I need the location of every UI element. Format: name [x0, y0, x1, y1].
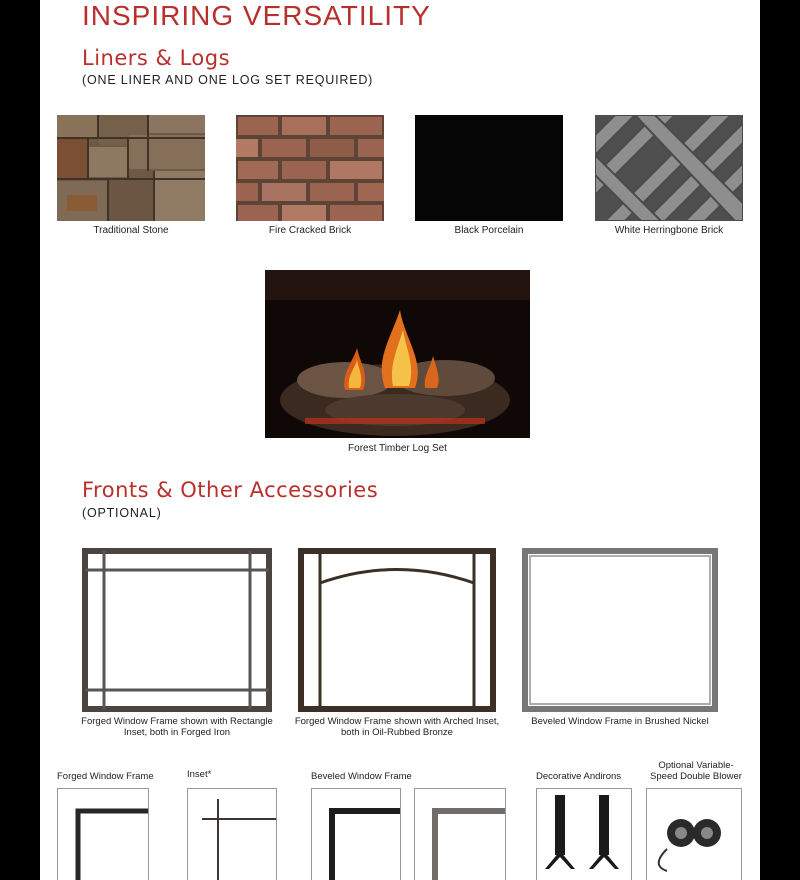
traditional-stone-label: Traditional Stone: [93, 225, 169, 236]
double-blower-image: [646, 788, 742, 880]
forged-arched-frame-caption: Forged Window Frame shown with Arched Inset, both in Oil-Rubbed Bronze: [294, 716, 500, 738]
page: [40, 0, 760, 880]
liners-note: (ONE LINER AND ONE LOG SET REQUIRED): [82, 73, 374, 87]
forged-arched-frame-image: [298, 548, 496, 712]
page-title: INSPIRING VERSATILITY: [82, 0, 431, 31]
beveled-window-frame-detail-2: [414, 788, 506, 880]
beveled-frame-caption: Beveled Window Frame in Brushed Nickel: [531, 716, 709, 727]
beveled-frame-image: [522, 548, 718, 712]
forged-window-frame-detail: [57, 788, 149, 880]
forged-window-frame-label: Forged Window Frame: [57, 771, 154, 782]
fire-cracked-brick-swatch: [236, 115, 384, 221]
inset-label: Inset*: [187, 769, 212, 780]
black-porcelain-swatch: [415, 115, 563, 221]
liners-heading: Liners & Logs: [82, 46, 231, 70]
fronts-heading: Fronts & Other Accessories: [82, 478, 379, 502]
black-porcelain-label: Black Porcelain: [454, 225, 524, 236]
fronts-note: (OPTIONAL): [82, 506, 162, 520]
forged-rectangle-frame-caption: Forged Window Frame shown with Rectangle Inset, both in Forged Iron: [81, 716, 273, 738]
double-blower-label: Optional Variable-Speed Double Blower: [650, 760, 742, 782]
forest-timber-log-set-image: [265, 270, 530, 438]
decorative-andirons-label: Decorative Andirons: [536, 771, 622, 782]
beveled-window-frame-label: Beveled Window Frame: [311, 771, 412, 782]
forged-rectangle-frame-image: [82, 548, 272, 712]
beveled-window-frame-detail-1: [311, 788, 401, 880]
inset-detail: [187, 788, 277, 880]
forest-timber-log-set-label: Forest Timber Log Set: [348, 443, 447, 454]
fire-cracked-brick-label: Fire Cracked Brick: [268, 225, 352, 236]
white-herringbone-brick-swatch: [595, 115, 743, 221]
decorative-andirons-image: [536, 788, 632, 880]
traditional-stone-swatch: [57, 115, 205, 221]
white-herringbone-brick-label: White Herringbone Brick: [614, 225, 724, 236]
